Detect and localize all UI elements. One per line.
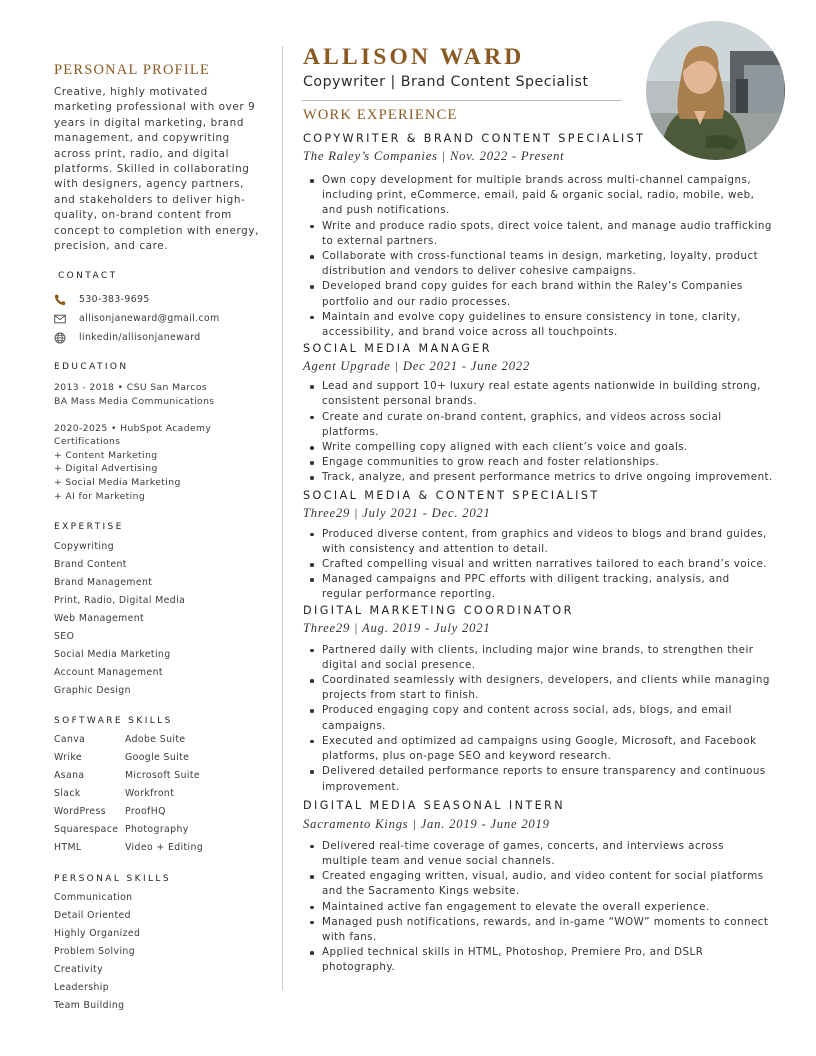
education-entry-1 bbox=[54, 381, 264, 408]
contact-section bbox=[54, 271, 264, 350]
job-entry bbox=[303, 342, 773, 485]
software-skills-grid bbox=[54, 731, 264, 857]
personal-profile-section bbox=[54, 62, 264, 254]
phone-icon bbox=[54, 294, 66, 306]
job-entry bbox=[303, 604, 773, 795]
job-meta: Agent Upgrade | Dec 2021 - June 2022 bbox=[303, 359, 531, 374]
profile-title: PERSONAL PROFILE bbox=[54, 62, 211, 78]
education-entry-1-line-2: BA Mass Media Communications bbox=[54, 396, 215, 408]
personal-skill-item: Detail Oriented bbox=[54, 910, 131, 922]
profile-text: Creative, highly motivated marketing professional with over 9 years in digital marketing, brand management, and copywriting across print, radio, and digital platforms. Skilled in collaborating with designers, agency partners, and stakeholders to deliver high-quality, on-brand content from concept to completion with energy, precision, and care. bbox=[54, 86, 259, 253]
job-bullets bbox=[303, 643, 773, 795]
left-column bbox=[54, 62, 264, 1015]
software-skills-section bbox=[54, 716, 264, 857]
job-entry bbox=[303, 799, 773, 976]
contact-linkedin[interactable] bbox=[54, 331, 264, 350]
certification-item: + Digital Advertising bbox=[54, 463, 158, 475]
job-title: COPYWRITER & BRAND CONTENT SPECIALIST bbox=[303, 132, 646, 145]
job-bullet: Delivered real-time coverage of games, concerts, and interviews across multiple team and venue social channels. bbox=[303, 839, 773, 869]
software-skill-item: Squarespace bbox=[54, 824, 119, 836]
education-entry-2 bbox=[54, 422, 264, 504]
header-divider bbox=[302, 100, 622, 101]
software-skill-item: Slack bbox=[54, 788, 81, 800]
job-bullet: Managed campaigns and PPC efforts with diligent tracking, analysis, and regular performance reporting. bbox=[303, 572, 773, 602]
expertise-item: Copywriting bbox=[54, 541, 115, 553]
job-title: SOCIAL MEDIA & CONTENT SPECIALIST bbox=[303, 488, 600, 502]
job-bullet: Delivered detailed performance reports to ensure transparency and continuous improvement. bbox=[303, 764, 773, 794]
candidate-tagline: Copywriter | Brand Content Specialist bbox=[303, 74, 589, 90]
expertise-section bbox=[54, 522, 264, 700]
job-bullets bbox=[303, 839, 773, 976]
mail-icon bbox=[54, 313, 66, 325]
expertise-item: Print, Radio, Digital Media bbox=[54, 595, 186, 607]
job-entry bbox=[303, 489, 773, 603]
education-section bbox=[54, 362, 264, 503]
contact-heading: CONTACT bbox=[58, 271, 118, 282]
work-experience-list bbox=[303, 132, 773, 976]
job-bullet: Produced engaging copy and content across social, ads, blogs, and email campaigns. bbox=[303, 703, 773, 733]
phone-text: 530-383-9695 bbox=[79, 294, 150, 306]
expertise-item: Brand Content bbox=[54, 559, 127, 571]
software-skill-item: Google Suite bbox=[125, 752, 190, 764]
job-meta: Three29 | Aug. 2019 - July 2021 bbox=[303, 620, 491, 635]
personal-skill-item: Problem Solving bbox=[54, 946, 136, 958]
job-title: SOCIAL MEDIA MANAGER bbox=[303, 342, 492, 356]
job-bullet: Applied technical skills in HTML, Photoshop, Premiere Pro, and DSLR photography. bbox=[303, 945, 773, 975]
education-entry-2-line-1: 2020-2025 • HubSpot Academy bbox=[54, 422, 212, 434]
certification-item: + Content Marketing bbox=[54, 449, 158, 461]
job-meta: The Raley’s Companies | Nov. 2022 - Present bbox=[303, 149, 565, 163]
job-bullet: Maintained active fan engagement to elevate the overall experience. bbox=[303, 900, 773, 915]
job-meta: Sacramento Kings | Jan. 2019 - June 2019 bbox=[303, 816, 550, 831]
candidate-name: ALLISON WARD bbox=[303, 44, 525, 70]
job-bullet: Write and produce radio spots, direct voice talent, and manage audio trafficking to external partners. bbox=[303, 219, 773, 249]
software-skill-item: Microsoft Suite bbox=[125, 770, 201, 782]
education-entry-1-line-1: 2013 - 2018 • CSU San Marcos bbox=[54, 382, 208, 394]
job-bullet: Collaborate with cross-functional teams in design, marketing, loyalty, product distribution and vendors to deliver cohesive campaigns. bbox=[303, 249, 773, 279]
software-skill-item: Workfront bbox=[125, 788, 175, 800]
job-bullet: Developed brand copy guides for each brand within the Raley’s Companies portfolio and our radio processes. bbox=[303, 279, 773, 309]
personal-skills-heading: PERSONAL SKILLS bbox=[54, 874, 171, 885]
job-bullet: Write compelling copy aligned with each client’s voice and goals. bbox=[303, 440, 773, 455]
contact-email[interactable] bbox=[54, 312, 264, 331]
column-divider bbox=[282, 46, 283, 990]
expertise-item: Graphic Design bbox=[54, 685, 131, 697]
certification-item: + Social Media Marketing bbox=[54, 477, 181, 489]
job-title: DIGITAL MARKETING COORDINATOR bbox=[303, 603, 574, 617]
job-bullet: Engage communities to grow reach and foster relationships. bbox=[303, 455, 773, 470]
job-bullet: Produced diverse content, from graphics and videos to blogs and brand guides, with consistency and attention to detail. bbox=[303, 527, 773, 557]
job-title: DIGITAL MEDIA SEASONAL INTERN bbox=[303, 798, 565, 812]
personal-skill-item: Highly Organized bbox=[54, 928, 141, 940]
job-bullet: Track, analyze, and present performance metrics to drive ongoing improvement. bbox=[303, 470, 773, 485]
job-bullets bbox=[303, 379, 773, 485]
expertise-item: SEO bbox=[54, 631, 75, 643]
job-bullet: Partnered daily with clients, including major wine brands, to strengthen their digital and social presence. bbox=[303, 643, 773, 673]
software-skill-item: WordPress bbox=[54, 806, 106, 818]
job-entry bbox=[303, 132, 773, 340]
job-meta: Three29 | July 2021 - Dec. 2021 bbox=[303, 505, 491, 520]
expertise-heading: EXPERTISE bbox=[54, 522, 124, 533]
software-skill-item: ProofHQ bbox=[125, 806, 166, 818]
personal-skill-item: Leadership bbox=[54, 982, 110, 994]
software-skill-item: Wrike bbox=[54, 752, 82, 764]
globe-icon bbox=[54, 332, 66, 344]
job-bullet: Created engaging written, visual, audio, and video content for social platforms and the Sacramento Kings website. bbox=[303, 869, 773, 899]
education-entry-2-line-2: Certifications bbox=[54, 436, 121, 448]
job-bullet: Crafted compelling visual and written narratives tailored to each brand’s voice. bbox=[303, 557, 773, 572]
software-skill-item: Canva bbox=[54, 734, 86, 746]
job-bullets bbox=[303, 173, 773, 340]
work-experience-title: WORK EXPERIENCE bbox=[303, 107, 458, 123]
job-bullet: Create and curate on-brand content, graphics, and videos across social platforms. bbox=[303, 410, 773, 440]
expertise-item: Account Management bbox=[54, 667, 163, 679]
expertise-item: Web Management bbox=[54, 613, 145, 625]
job-bullet: Own copy development for multiple brands across multi-channel campaigns, including print, eCommerce, email, paid & organic social, radio, mobile, web, and push notifications. bbox=[303, 173, 773, 219]
software-skill-item: Adobe Suite bbox=[125, 734, 186, 746]
job-bullet: Managed push notifications, rewards, and in-game “WOW” moments to connect with fans. bbox=[303, 915, 773, 945]
personal-skills-section bbox=[54, 874, 264, 1015]
job-bullet: Executed and optimized ad campaigns using Google, Microsoft, and Facebook platforms, plus on-page SEO and keyword research. bbox=[303, 734, 773, 764]
expertise-item: Brand Management bbox=[54, 577, 153, 589]
software-skill-item: Asana bbox=[54, 770, 85, 782]
job-bullet: Lead and support 10+ luxury real estate agents nationwide in building strong, consistent personal brands. bbox=[303, 379, 773, 409]
job-bullets bbox=[303, 527, 773, 603]
contact-phone bbox=[54, 293, 264, 312]
software-skill-item: HTML bbox=[54, 842, 82, 854]
education-heading: EDUCATION bbox=[54, 362, 129, 373]
personal-skill-item: Creativity bbox=[54, 964, 103, 976]
personal-skill-item: Communication bbox=[54, 892, 133, 904]
job-bullet: Coordinated seamlessly with designers, developers, and clients while managing projects from start to finish. bbox=[303, 673, 773, 703]
software-skills-heading: SOFTWARE SKILLS bbox=[54, 716, 173, 727]
email-text: allisonjaneward@gmail.com bbox=[79, 313, 220, 325]
certification-item: + AI for Marketing bbox=[54, 490, 146, 502]
expertise-item: Social Media Marketing bbox=[54, 649, 171, 661]
job-bullet: Maintain and evolve copy guidelines to ensure consistency in tone, clarity, accessibility, and brand voice across all touchpoints. bbox=[303, 310, 773, 340]
software-skill-item: Video + Editing bbox=[125, 842, 204, 854]
personal-skill-item: Team Building bbox=[54, 1000, 125, 1012]
linkedin-text: linkedin/allisonjaneward bbox=[79, 332, 201, 344]
software-skill-item: Photography bbox=[125, 824, 189, 836]
